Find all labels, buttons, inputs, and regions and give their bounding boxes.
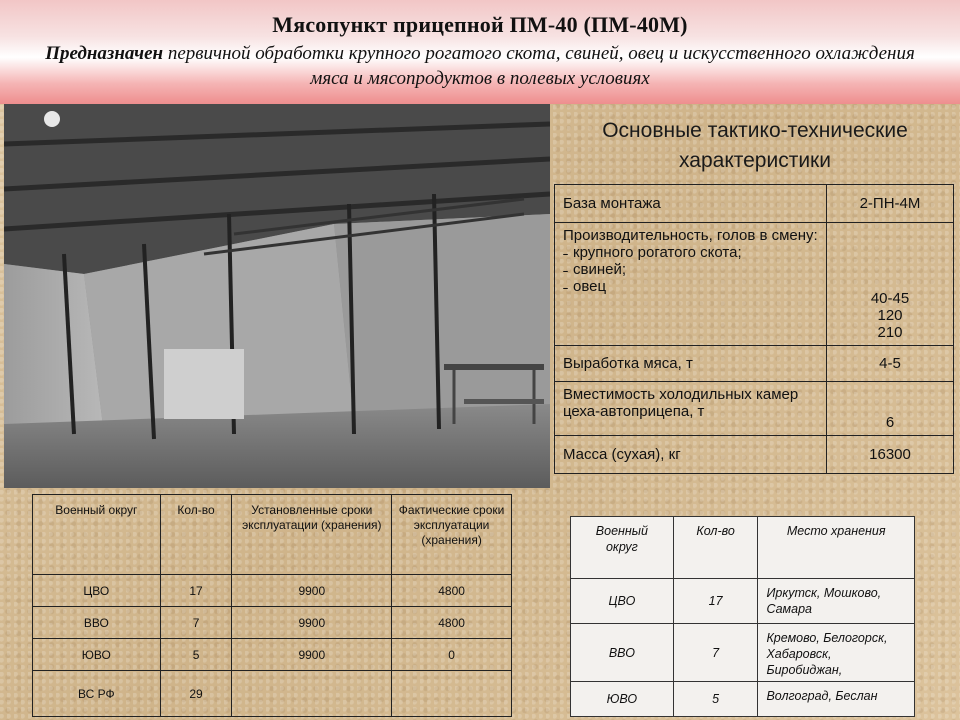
spec-value: 210 xyxy=(877,324,903,341)
spec-subitem: ˗ свиней; xyxy=(563,261,627,278)
table-cell: Кремово, Белогорск, Хабаровск, Биробиджан, xyxy=(758,624,915,682)
service-life-table xyxy=(32,494,512,717)
column-header: Место хранения xyxy=(758,517,915,579)
spec-value: 40-45 xyxy=(870,290,910,307)
specs-row xyxy=(555,436,954,474)
table-cell: ЮВО xyxy=(33,639,161,671)
table-cell: Волгоград, Беслан xyxy=(758,682,915,717)
specs-row xyxy=(555,382,954,436)
photo-illustration xyxy=(4,104,550,488)
table-row xyxy=(33,575,512,607)
table-row xyxy=(571,624,915,682)
table-row xyxy=(33,607,512,639)
table-cell: ЦВО xyxy=(33,575,161,607)
spec-subitem: ˗ овец xyxy=(563,278,607,295)
specs-table xyxy=(554,184,954,474)
table-cell: ВВО xyxy=(33,607,161,639)
table-cell: ВС РФ xyxy=(33,671,161,717)
spec-subitem: ˗ крупного рогатого скота; xyxy=(563,244,742,261)
storage-location-table xyxy=(570,516,915,717)
table-row xyxy=(33,671,512,717)
table-row xyxy=(33,639,512,671)
table-cell: ЦВО xyxy=(571,579,674,624)
purpose-text xyxy=(0,41,960,91)
table-cell: ЮВО xyxy=(571,682,674,717)
spec-values-cell xyxy=(827,223,954,346)
spec-label: Вместимость холодильных камер цеха-автоприцепа, т xyxy=(555,382,827,436)
spec-label: Выработка мяса, т xyxy=(555,346,827,382)
table-cell: 17 xyxy=(160,575,232,607)
title-banner xyxy=(0,0,960,104)
table-row xyxy=(571,579,915,624)
spec-label: Производительность, голов в смену: xyxy=(563,227,818,244)
column-header: Военный округ xyxy=(33,495,161,575)
table-cell: 9900 xyxy=(232,575,392,607)
column-header: Кол-во xyxy=(160,495,232,575)
spec-value: 4-5 xyxy=(827,346,954,382)
spec-value: 120 xyxy=(877,307,903,324)
table-header-row xyxy=(571,517,915,579)
meat-station-photo xyxy=(4,104,550,488)
spec-value: 6 xyxy=(827,382,954,436)
table-cell: 7 xyxy=(160,607,232,639)
column-header: Военный округ xyxy=(571,517,674,579)
table-cell: 29 xyxy=(160,671,232,717)
table-cell: 0 xyxy=(392,639,512,671)
purpose-lead: Предназначен xyxy=(45,43,164,64)
column-header: Кол-во xyxy=(673,517,758,579)
table-row xyxy=(571,682,915,717)
table-cell: 4800 xyxy=(392,607,512,639)
table-header-row xyxy=(33,495,512,575)
table-cell: 5 xyxy=(673,682,758,717)
purpose-description: первичной обработки крупного рогатого скота, свиней, овец и искусственного охлаждения мяса и мясопродуктов в полевых условиях xyxy=(163,43,915,89)
specs-row xyxy=(555,185,954,223)
table-cell: 5 xyxy=(160,639,232,671)
table-cell xyxy=(392,671,512,717)
spec-label-cell xyxy=(555,223,827,346)
specs-row xyxy=(555,346,954,382)
table-cell: 9900 xyxy=(232,607,392,639)
table-cell: 17 xyxy=(673,579,758,624)
specs-heading: Основные тактико-технические характеристики xyxy=(602,119,908,172)
table-cell: 9900 xyxy=(232,639,392,671)
table-cell: ВВО xyxy=(571,624,674,682)
spec-label: Масса (сухая), кг xyxy=(555,436,827,474)
slide-title: Мясопункт прицепной ПМ-40 (ПМ-40М) xyxy=(272,12,688,37)
column-header: Установленные сроки эксплуатации (хранения) xyxy=(232,495,392,575)
spec-value: 16300 xyxy=(827,436,954,474)
specs-row xyxy=(555,223,954,346)
spec-label: База монтажа xyxy=(555,185,827,223)
column-header: Фактические сроки эксплуатации (хранения) xyxy=(392,495,512,575)
table-cell: Иркутск, Мошково, Самара xyxy=(758,579,915,624)
table-cell: 7 xyxy=(673,624,758,682)
table-cell: 4800 xyxy=(392,575,512,607)
table-cell xyxy=(232,671,392,717)
spec-value: 2-ПН-4М xyxy=(827,185,954,223)
